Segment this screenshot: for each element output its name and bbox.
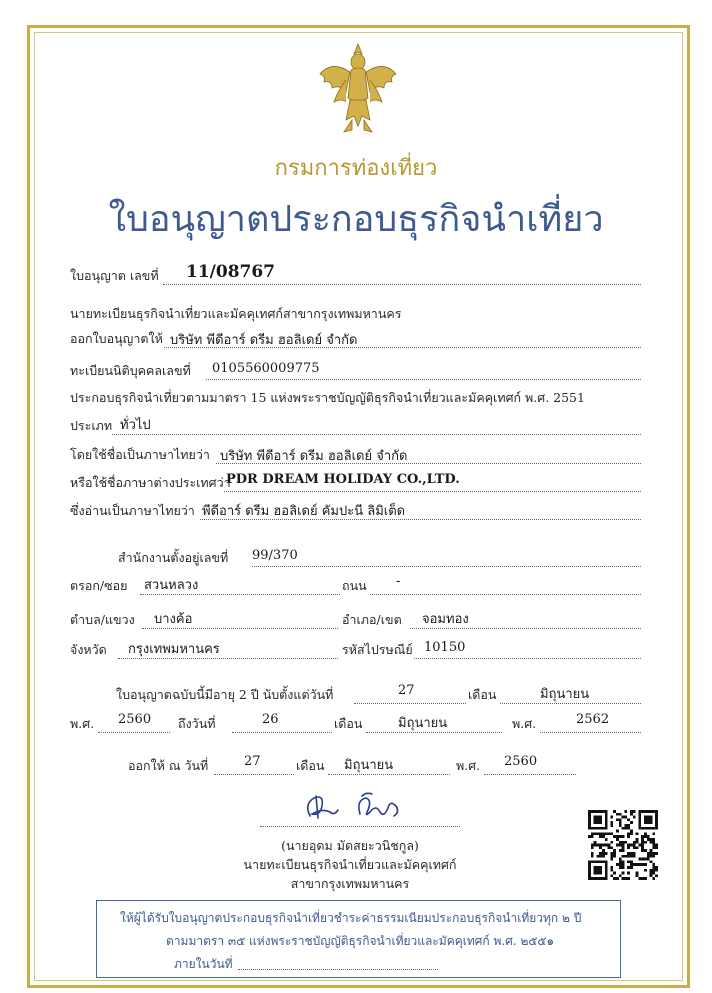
subdistrict-label: ตำบล/แขวง [70,612,135,627]
start-day: 27 [398,683,415,698]
foreign-name: PDR DREAM HOLIDAY CO.,LTD. [226,472,460,487]
thai-name: บริษัท พีดีอาร์ ดรีม ฮอลิเดย์ จำกัด [220,449,408,464]
district-value: จอมทอง [422,612,469,627]
license-number: 11/08767 [186,262,276,282]
notice-line-1: ให้ผู้ได้รับใบอนุญาตประกอบธุรกิจนำเที่ยวชำระค่าธรรมเนียมประกอบธุรกิจนำเที่ยวทุก ๒ ปี [120,911,582,925]
issued-date-label: ออกให้ ณ วันที่ [128,758,209,773]
notice-line-2: ตามมาตรา ๓๕ แห่งพระราชบัญญัติธุรกิจนำเที่ยวและมัคคุเทศก์ พ.ศ. ๒๕๕๑ [166,934,555,948]
issued-to-value: บริษัท พีดีอาร์ ดรีม ฮอลิเดย์ จำกัด [170,333,358,348]
juristic-label: ทะเบียนนิติบุคคลเลขที่ [70,363,191,378]
reading-label: ซึ่งอ่านเป็นภาษาไทยว่า [70,503,195,518]
dotted-line [370,594,641,595]
signature-image [300,788,420,828]
end-year: 2562 [576,712,610,727]
district-label: อำเภอ/เขต [342,612,402,627]
issue-month: มิถุนายน [344,758,394,773]
signature-line [260,826,460,827]
be-label-2: พ.ศ. [512,716,537,731]
road-label: ถนน [342,578,367,593]
dotted-line [354,703,466,704]
signatory-branch: สาขากรุงเทพมหานคร [290,876,410,891]
postcode-label: รหัสไปรษณีย์ [342,642,413,657]
start-year: 2560 [118,712,152,727]
postcode-value: 10150 [424,640,466,655]
end-month: มิถุนายน [398,716,448,731]
notice-line-3: ภายในวันที่ [174,957,233,971]
section-line: ประกอบธุรกิจนำเที่ยวตามมาตรา 15 แห่งพระราชบัญญัติธุรกิจนำเที่ยวและมัคคุเทศก์ พ.ศ. 2551 [70,390,585,405]
dotted-line [206,379,641,380]
subdistrict-value: บางค้อ [154,612,193,627]
dotted-line [238,969,438,970]
dotted-line [540,732,641,733]
dotted-line [414,658,641,659]
thai-name-label: โดยใช้ชื่อเป็นภาษาไทยว่า [70,447,210,462]
signatory-position: นายทะเบียนธุรกิจนำเที่ยวและมัคคุเทศก์ [243,857,457,872]
type-label: ประเภท [70,418,113,433]
qr-code [588,810,658,880]
dotted-line [163,284,641,285]
garuda-emblem [316,40,400,136]
certificate-title: ใบอนุญาตประกอบธุรกิจนำเที่ยว [108,199,604,240]
month-label-2: เดือน [334,716,363,731]
validity-label: ใบอนุญาตฉบับนี้มีอายุ 2 ปี นับตั้งแต่วันที่ [116,687,334,702]
be-label: พ.ศ. [70,716,95,731]
dotted-line [214,774,294,775]
business-type: ทั่วไป [120,418,151,433]
office-label: สำนักงานตั้งอยู่เลขที่ [118,550,229,565]
reading-value: พีดีอาร์ ดรีม ฮอลิเดย์ คัมปะนี ลิมิเต็ด [202,504,406,519]
dotted-line [98,732,170,733]
dotted-line [112,434,641,435]
month-label: เดือน [468,687,497,702]
dotted-line [484,774,576,775]
issue-day: 27 [244,754,261,769]
soi-label: ตรอก/ซอย [70,578,128,593]
dotted-line [232,732,332,733]
signatory-name: (นายอุดม มัดสยะวนิชกูล) [281,838,419,853]
province-label: จังหวัด [70,642,107,657]
license-number-label: ใบอนุญาต เลขที่ [70,268,159,283]
month-label-3: เดือน [296,758,325,773]
issue-year: 2560 [504,754,538,769]
until-label: ถึงวันที่ [178,716,216,731]
foreign-name-label: หรือใช้ชื่อภาษาต่างประเทศว่า [70,475,231,490]
soi-value: สวนหลวง [144,578,199,593]
department-name: กรมการท่องเที่ยว [274,156,438,181]
juristic-number: 0105560009775 [212,361,320,376]
province-value: กรุงเทพมหานคร [128,642,220,657]
office-number: 99/370 [252,548,298,563]
start-month: มิถุนายน [540,687,590,702]
road-value: - [396,574,401,589]
end-day: 26 [262,712,279,727]
be-label-3: พ.ศ. [456,758,481,773]
issued-to-label: ออกใบอนุญาตให้ [70,331,163,346]
dotted-line [224,491,641,492]
dotted-line [252,566,641,567]
registrar-line: นายทะเบียนธุรกิจนำเที่ยวและมัคคุเทศก์สาขากรุงเทพมหานคร [70,306,402,321]
